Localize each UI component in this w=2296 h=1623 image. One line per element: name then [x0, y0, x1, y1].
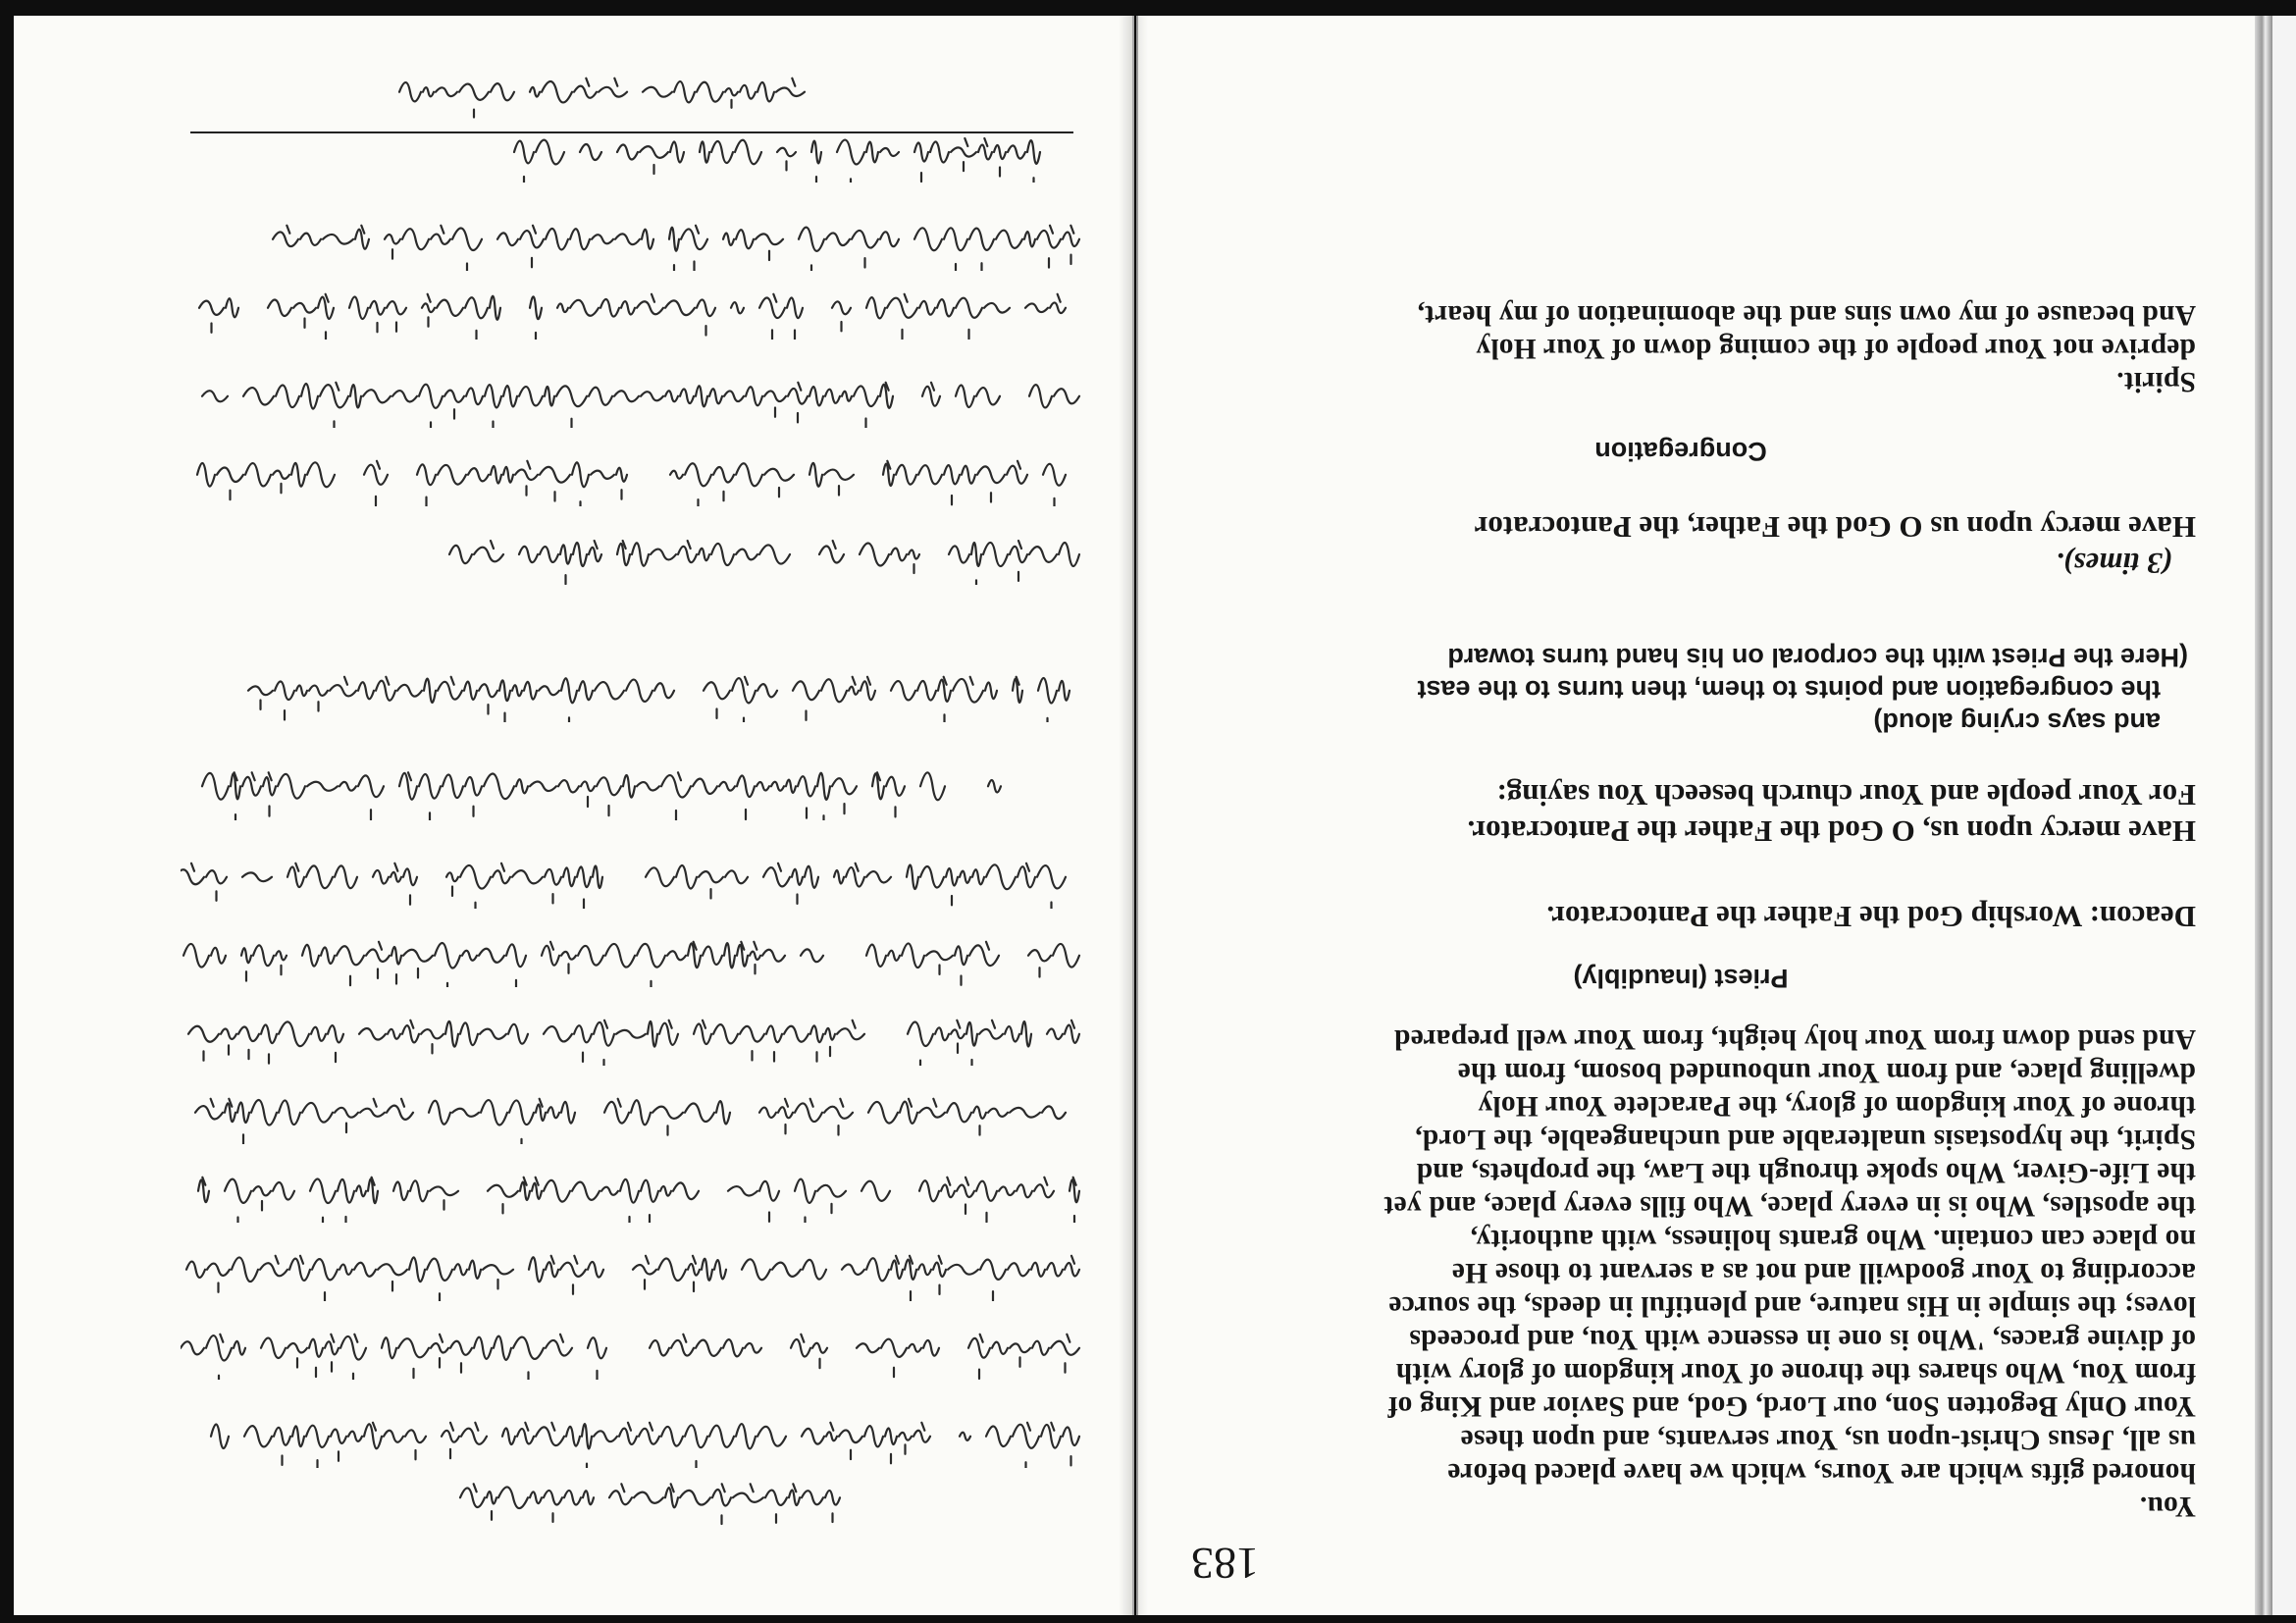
- coptic-divider-rule: [190, 131, 1073, 133]
- page-margin-strip: [2272, 16, 2296, 1615]
- coptic-script-line: [181, 1172, 1083, 1223]
- prayer-line: dwelling place, and from Your unbounded bosom, from the: [1457, 1057, 2196, 1088]
- prayer-line: loves; the simple in His nature, and plentiful in deeds, the source: [1388, 1290, 2196, 1322]
- closing-paragraph: [1166, 298, 2196, 398]
- congregation-response: [1166, 509, 2196, 582]
- prayer-line: throne of Your kingdom of glory, the Paraclete Your Holy: [1478, 1090, 2196, 1122]
- prayer-line: from You, Who shares the throne of Your kingdom of glory with: [1395, 1357, 2196, 1388]
- prayer-line: of divine graces, 'Who is one in essence with You, and proceeds: [1409, 1324, 2196, 1355]
- people-line: Have mercy upon us, O God the Father the Pantocrator.: [1467, 814, 2196, 849]
- coptic-script-line: [181, 1250, 1083, 1301]
- coptic-script-line: [445, 1480, 858, 1527]
- deacon-speaker: Deacon:: [2089, 900, 2196, 934]
- coptic-script-line: [181, 288, 1083, 340]
- prayer-line: You.: [2139, 1491, 2196, 1522]
- coptic-script-line: [181, 858, 1083, 909]
- page-number: 183: [1191, 1539, 1259, 1589]
- prayer-line: the Life-Giver, Who spoke through the Law, the prophets, and: [1416, 1157, 2196, 1188]
- coptic-script-line: [181, 936, 1083, 987]
- prayer-line: the apostles, Who is in every place, Who fills every place, and yet: [1383, 1190, 2196, 1222]
- congregation-line: Have mercy upon us O God the Father, the Pantocrator: [1474, 510, 2196, 545]
- closing-line: Spirit.: [2116, 366, 2196, 397]
- priest-heading: Priest (Inaudibly): [1573, 964, 1789, 993]
- congregation-line: (3 times).: [2056, 547, 2172, 581]
- prayer-line: us all, Jesus Christ-upon us, Your servants, and upon these: [1460, 1424, 2196, 1455]
- priest-prayer-paragraph: [1166, 1022, 2196, 1523]
- coptic-script-line: [181, 1417, 1083, 1468]
- right-page-english: [1136, 16, 2257, 1615]
- rubric-line: (Here the Priest with the corporal on his hand turns toward: [1447, 643, 2188, 672]
- coptic-text-block: [161, 94, 1083, 1566]
- coptic-script-line: [181, 1015, 1083, 1066]
- english-text-block: [1166, 79, 2196, 1590]
- coptic-script-line: [190, 455, 1083, 506]
- prayer-line: no place can contain. Who grants holiness, with authority,: [1470, 1224, 2196, 1255]
- rubric-line: and says crying aloud): [1873, 707, 2161, 737]
- coptic-script-line: [436, 536, 1083, 585]
- coptic-script-line: [200, 765, 1005, 820]
- deacon-line: [1166, 899, 2196, 935]
- priest-rubric: [1166, 641, 2196, 738]
- prayer-line: Your Only Begotten Son, our Lord, God, and Savior and King of: [1387, 1390, 2196, 1422]
- coptic-script-line: [190, 377, 1083, 428]
- coptic-script-line: [387, 76, 809, 119]
- coptic-script-line: [269, 220, 1083, 271]
- coptic-script-line: [495, 133, 1044, 183]
- closing-line: And because of my own sins and the abomination of my heart,: [1417, 299, 2196, 331]
- rubric-line: the congregation and points to them, then turns to the east: [1417, 675, 2161, 705]
- left-page-coptic: [14, 16, 1134, 1615]
- prayer-line: And send down from Your holy height, from Your well prepared: [1393, 1023, 2196, 1055]
- prayer-line: Spirit, the hypostasis unalterable and unchangeable, the Lord,: [1415, 1124, 2196, 1155]
- closing-line: deprive not Your people of the coming down of Your Holy: [1476, 333, 2196, 364]
- page-edge-stack: [2255, 16, 2272, 1615]
- coptic-script-line: [230, 671, 1073, 722]
- prayer-line: according to Your goodwill and not as a servant to those He: [1451, 1257, 2196, 1288]
- coptic-script-line: [181, 1329, 1083, 1380]
- prayer-line: honored gifts which are Yours, which we have placed before: [1447, 1457, 2196, 1489]
- people-response: [1166, 777, 2196, 850]
- people-line: For Your people and Your church beseech You saying:: [1496, 778, 2196, 812]
- congregation-heading: Congregation: [1594, 437, 1767, 466]
- deacon-text: Worship God the Father the Pantocrator.: [1546, 900, 2083, 934]
- coptic-script-line: [181, 1093, 1083, 1144]
